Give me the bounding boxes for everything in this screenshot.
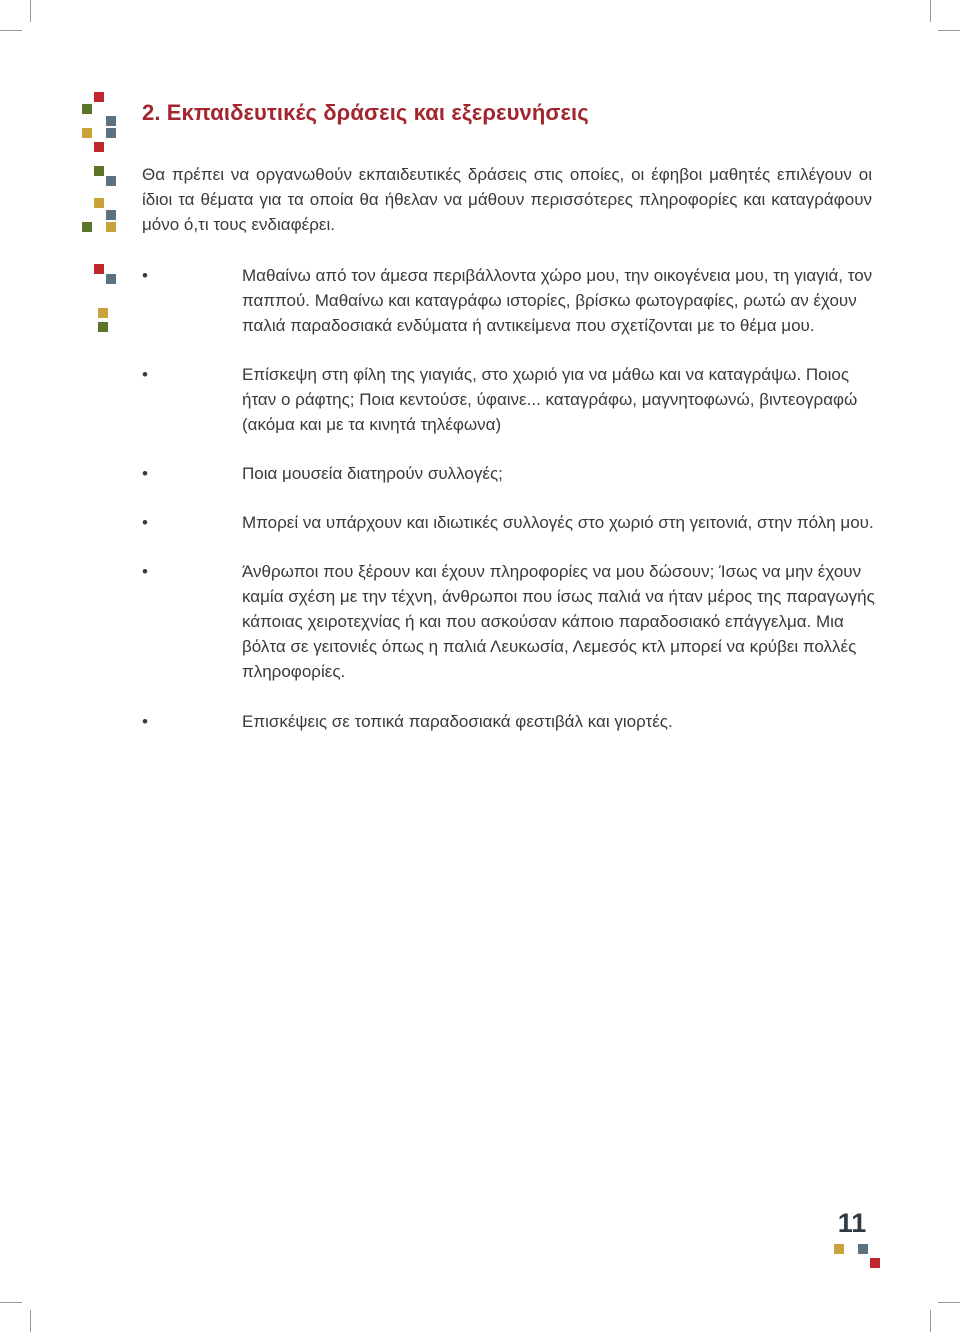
- page-number: 11: [837, 1208, 867, 1238]
- square-icon: [98, 308, 108, 318]
- section-heading: 2. Εκπαιδευτικές δράσεις και εξερευνήσεις: [142, 100, 589, 125]
- square-icon: [94, 142, 104, 152]
- square-icon: [94, 198, 104, 208]
- list-item: [142, 362, 882, 437]
- square-icon: [98, 322, 108, 332]
- square-icon: [106, 116, 116, 126]
- square-icon: [94, 92, 104, 102]
- bullet-icon: •: [142, 365, 148, 384]
- bullet-icon: •: [142, 513, 148, 532]
- crop-mark: [30, 0, 31, 22]
- square-icon: [82, 128, 92, 138]
- list-item: [142, 510, 882, 535]
- crop-mark: [930, 0, 931, 22]
- bullet-icon: •: [142, 562, 148, 581]
- square-icon: [106, 210, 116, 220]
- square-icon: [106, 222, 116, 232]
- intro-paragraph: Θα πρέπει να οργανωθούν εκπαιδευτικές δράσεις στις οποίες, οι έφηβοι μαθητές επιλέγουν οι ίδιοι τα θέματα για τα οποία θα ήθελαν να μάθουν περισσότερες πληροφορίες και καταγράφουν μόνο ό,τι τους ενδιαφέρει.: [142, 165, 872, 234]
- list-item-text: Ποια μουσεία διατηρούν συλλογές;: [242, 464, 503, 483]
- bullet-icon: •: [142, 266, 148, 285]
- crop-mark: [938, 1302, 960, 1303]
- square-icon: [94, 264, 104, 274]
- list-item-text: Άνθρωποι που ξέρουν και έχουν πληροφορίες να μου δώσουν; Ίσως να μην έχουν καμία σχέση με την τέχνη, άνθρωποι που ίσως παλιά να ήταν μέρος της παραγωγής κάποιας χειροτεχνίας ή και που ασκούσαν κάποιο παραδοσιακό επάγγελμα. Μια βόλτα σε γειτονιές όπως η παλιά Λευκωσία, Λεμεσός κτλ μπορεί να κρύβει πολλές πληροφορίες.: [242, 562, 875, 681]
- square-icon: [82, 104, 92, 114]
- list-item-text: Επίσκεψη στη φίλη της γιαγιάς, στο χωριό για να μάθω και να καταγράψω. Ποιος ήταν ο ράφτης; Ποια κεντούσε, ύφαινε... καταγράφω, μαγνητοφωνώ, βιντεογραφώ (ακόμα και με τα κινητά τηλέφωνα): [242, 365, 858, 434]
- square-icon: [106, 274, 116, 284]
- square-icon: [834, 1244, 844, 1254]
- list-item: [142, 461, 882, 486]
- list-item-text: Επισκέψεις σε τοπικά παραδοσιακά φεστιβάλ και γιορτές.: [242, 712, 673, 731]
- crop-mark: [930, 1310, 931, 1332]
- bullet-icon: •: [142, 712, 148, 731]
- list-item: [142, 709, 882, 734]
- crop-mark: [938, 30, 960, 31]
- bullet-icon: •: [142, 464, 148, 483]
- square-icon: [82, 222, 92, 232]
- square-icon: [106, 176, 116, 186]
- square-icon: [106, 128, 116, 138]
- crop-mark: [30, 1310, 31, 1332]
- square-icon: [870, 1258, 880, 1268]
- activity-bullet-list: [142, 263, 882, 734]
- list-item: [142, 559, 882, 684]
- crop-mark: [0, 30, 22, 31]
- list-item-text: Μπορεί να υπάρχουν και ιδιωτικές συλλογές στο χωριό στη γειτονιά, στην πόλη μου.: [242, 513, 874, 532]
- crop-mark: [0, 1302, 22, 1303]
- list-item-text: Μαθαίνω από τον άμεσα περιβάλλοντα χώρο μου, την οικογένεια μου, τη γιαγιά, τον παππού. Μαθαίνω και καταγράφω ιστορίες, βρίσκω φωτογραφίες, ρωτώ αν έχουν παλιά παραδοσιακά ενδύματα ή αντικείμενα που σχετίζονται με το θέμα μου.: [242, 266, 873, 335]
- square-icon: [858, 1244, 868, 1254]
- square-icon: [94, 166, 104, 176]
- list-item: [142, 263, 882, 338]
